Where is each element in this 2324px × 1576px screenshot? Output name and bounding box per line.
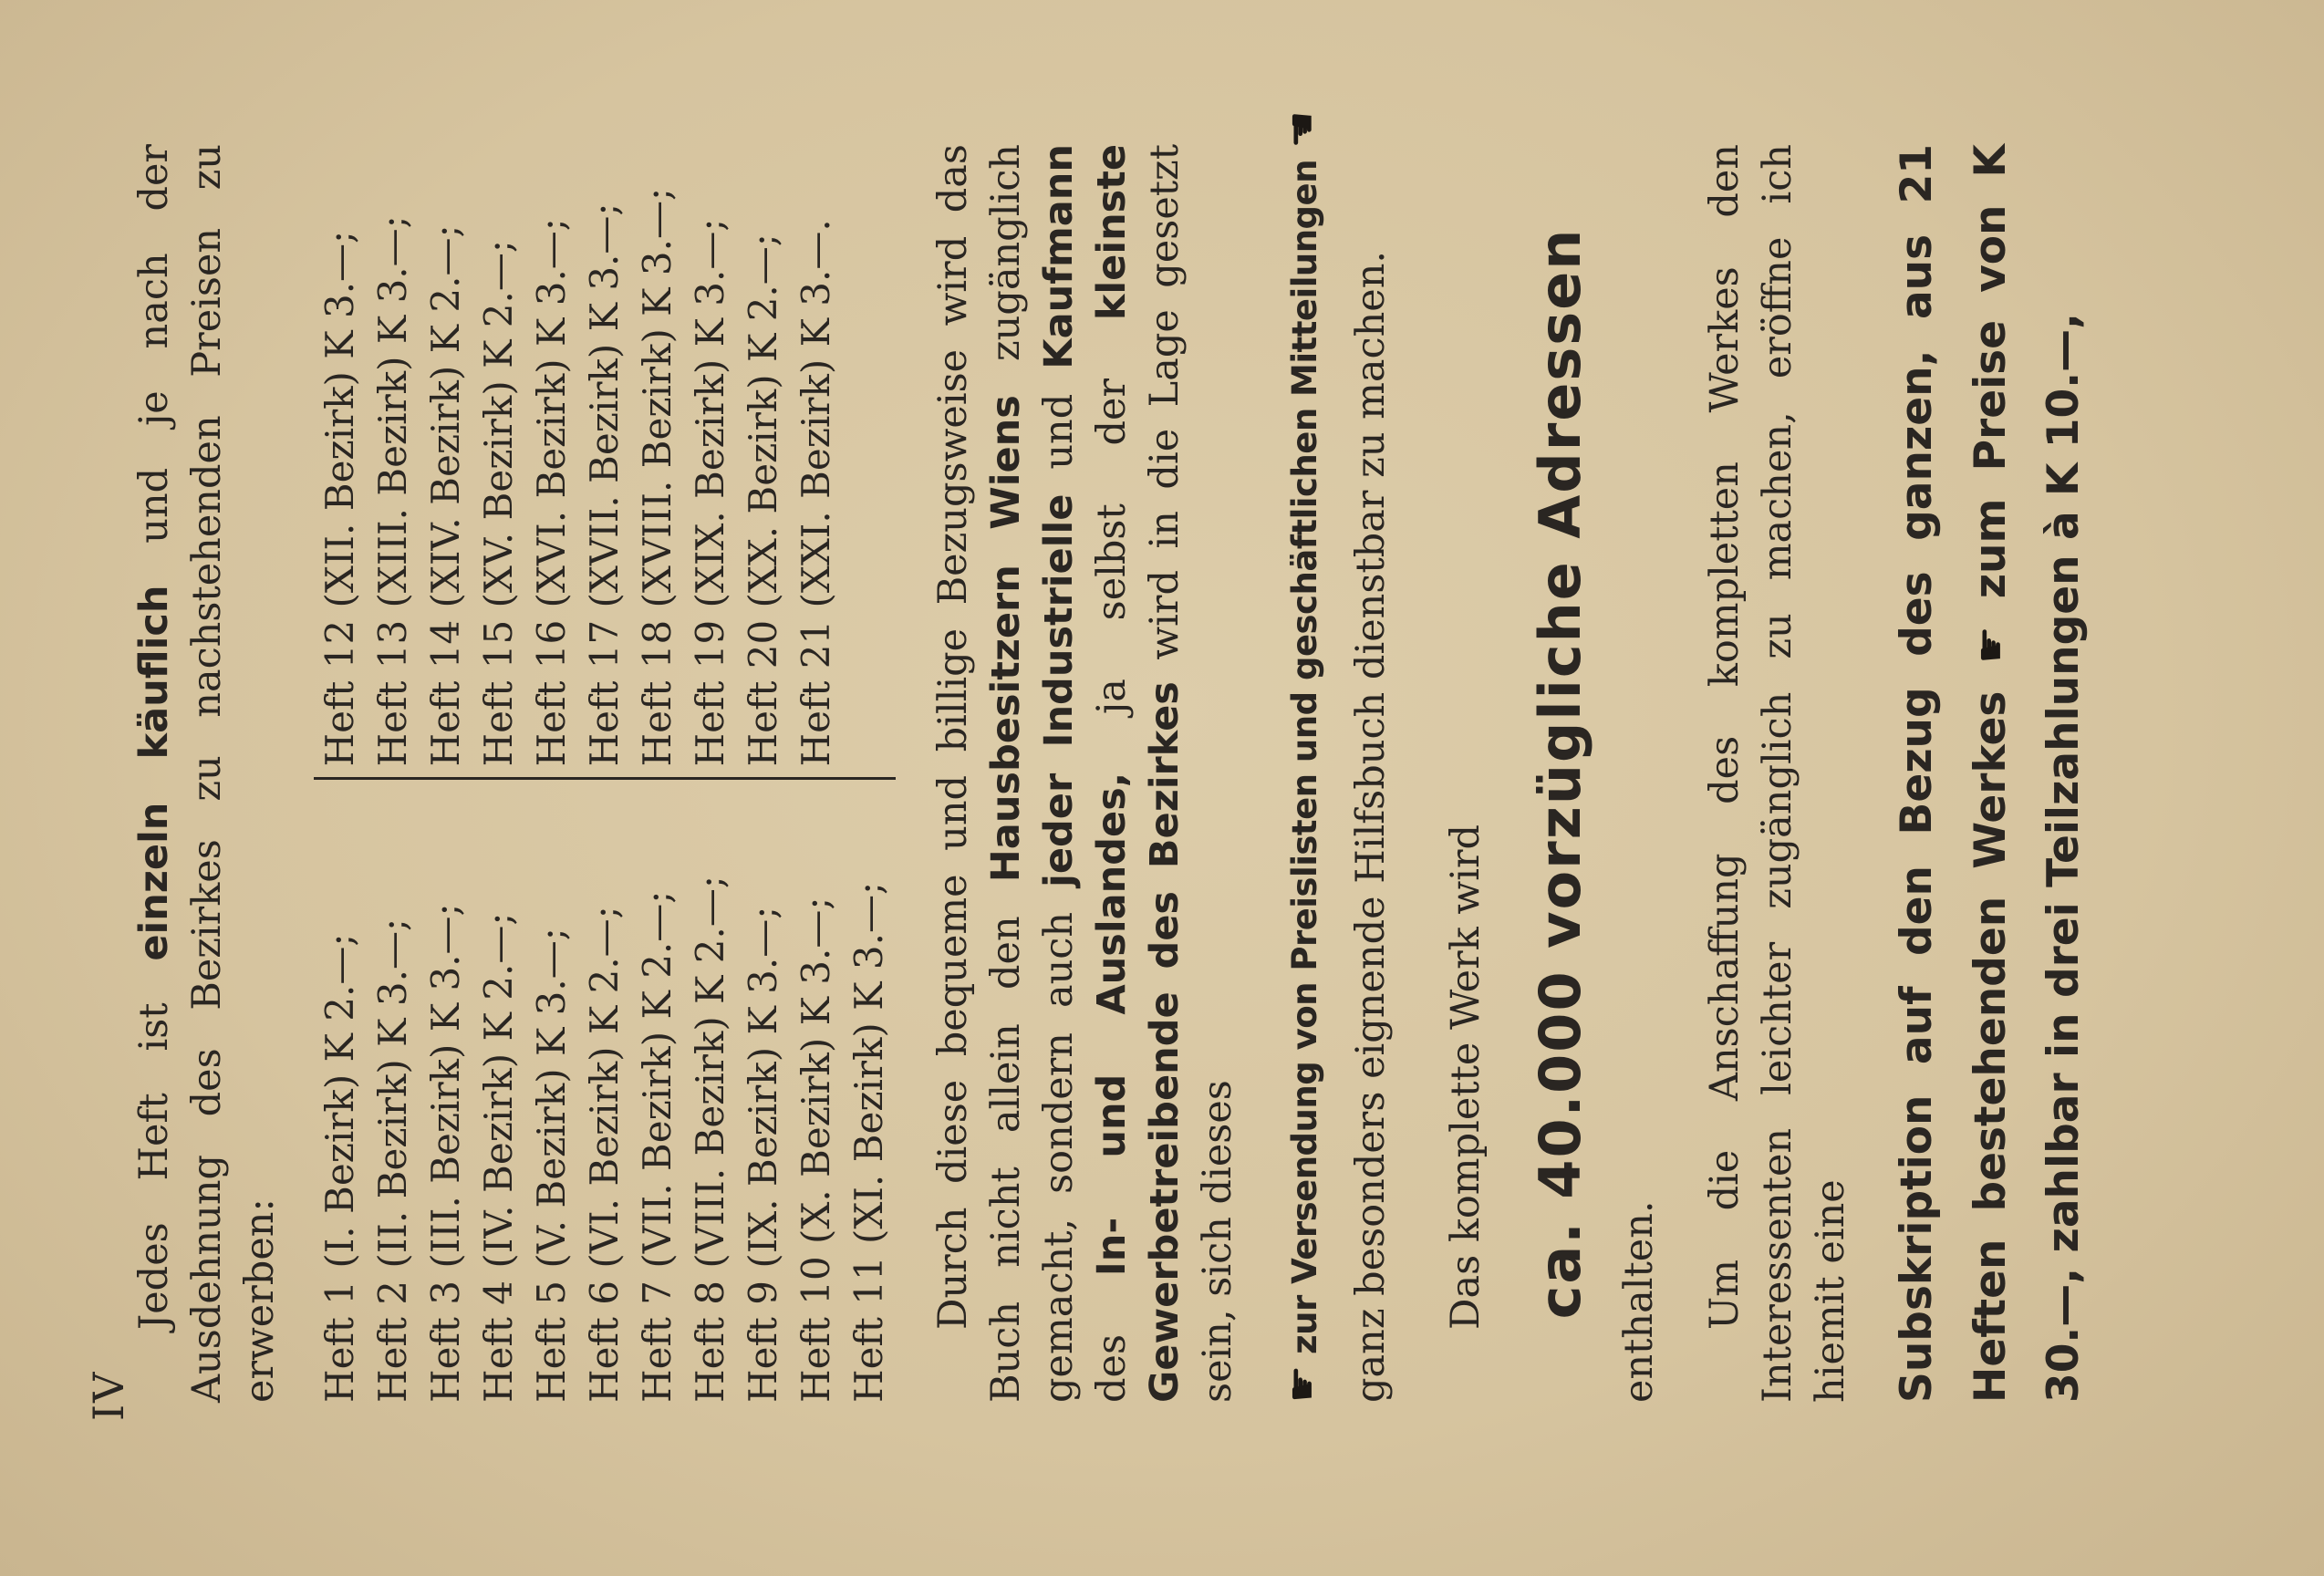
desc-text: Durch diese bequeme und billige Bezugsweise wird das Buch nicht allein den bbox=[930, 144, 1029, 1403]
heft-row: Heft 10 (X. Bezirk) K 3.—; bbox=[794, 897, 838, 1403]
desc-bold: kleinste Gewerbetreibende des Bezirkes bbox=[1089, 144, 1188, 1403]
intro-paragraph bbox=[128, 144, 286, 1403]
heft-row: Heft 18 (XVIII. Bezirk) K 3.—; bbox=[635, 187, 680, 767]
acquisition-paragraph: Um die Anschaffung des kompletten Werkes den Interessenten leichter zugänglich zu machen, eröffne ich hiemit eine bbox=[1702, 144, 1853, 1403]
heft-row: Heft 4 (IV. Bezirk) K 2.—; bbox=[476, 912, 521, 1403]
desc-bold: Hausbesitzern Wiens bbox=[983, 395, 1029, 883]
price-list-table bbox=[314, 144, 896, 1403]
heft-row: Heft 8 (VIII. Bezirk) K 2.—; bbox=[688, 875, 732, 1403]
heft-row: Heft 2 (II. Bezirk) K 3.—; bbox=[370, 918, 415, 1403]
headline-addresses: ca. 40.000 vorzügliche Adressen bbox=[1527, 227, 1593, 1320]
heft-row: Heft 3 (III. Bezirk) K 3.—; bbox=[423, 903, 468, 1403]
heft-row: Heft 1 (I. Bezirk) K 2.—; bbox=[317, 933, 362, 1403]
intro-bold: einzeln käuflich bbox=[131, 585, 177, 961]
desc-text: ja selbst der bbox=[1089, 320, 1135, 772]
price-list-right-column bbox=[314, 144, 896, 781]
intro-text-2: und je nach der Ausdehnung des Bezirkes zu nachstehenden Preisen zu erwerben: bbox=[131, 144, 283, 1403]
desc-bold: Kaufmann bbox=[1036, 144, 1082, 369]
intro-text-1: Jedes Heft ist bbox=[131, 960, 177, 1330]
heft-row: Heft 20 (XX. Bezirk) K 2.—; bbox=[741, 233, 785, 767]
desc-bold: jeder Industrielle bbox=[1036, 493, 1082, 887]
desc-bold: In- und Auslandes, bbox=[1089, 772, 1135, 1277]
heft-row: Heft 21 (XXI. Bezirk) K 3.—. bbox=[794, 219, 838, 767]
heft-row: Heft 6 (VI. Bezirk) K 2.—; bbox=[582, 906, 627, 1403]
notice-text: zur Versendung von Preislisten und geschäftlichen Mitteilungen bbox=[1285, 160, 1324, 1354]
heft-row: Heft 7 (VII. Bezirk) K 2.—; bbox=[635, 890, 680, 1403]
description-paragraph bbox=[927, 144, 1244, 1403]
pointing-hand-icon: ☚ bbox=[1277, 110, 1326, 149]
page-number: IV bbox=[84, 1370, 133, 1421]
heft-row: Heft 13 (XIII. Bezirk) K 3.—; bbox=[370, 215, 415, 767]
subscription-text-2: zum Preise von K 30.—, zahlbar in drei Teilzahlungen à K 10.—, bbox=[1966, 144, 2089, 1403]
heft-row: Heft 19 (XIX. Bezirk) K 3.—; bbox=[688, 218, 732, 767]
desc-text: wird in die Lage gesetzt sein, sich dieses bbox=[1142, 144, 1240, 1403]
heft-row: Heft 16 (XVI. Bezirk) K 3.—; bbox=[529, 218, 574, 767]
desc-text: und bbox=[1036, 368, 1082, 494]
pointing-hand-icon: ☛ bbox=[1277, 1365, 1326, 1403]
desc-text: des bbox=[1089, 1276, 1135, 1403]
heft-row: Heft 5 (V. Bezirk) K 3.—; bbox=[529, 928, 574, 1403]
complete-work-line: Das komplette Werk wird bbox=[1443, 824, 1489, 1330]
heft-row: Heft 15 (XV. Bezirk) K 2.—; bbox=[476, 239, 521, 767]
price-list-left-column bbox=[314, 781, 896, 1404]
notice-continuation: ganz besonders eignende Hilfsbuch dienstbar zu machen. bbox=[1348, 250, 1394, 1403]
desc-text: zugänglich gemacht, sondern auch bbox=[983, 144, 1082, 1403]
mailing-notice bbox=[1275, 110, 1332, 1403]
heft-row: Heft 9 (IX. Bezirk) K 3.—; bbox=[741, 906, 785, 1403]
heft-row: Heft 17 (XVII. Bezirk) K 3.—; bbox=[582, 202, 627, 767]
contained-line: enthalten. bbox=[1616, 1200, 1662, 1403]
page-body bbox=[128, 110, 2101, 1403]
heft-row: Heft 12 (XII. Bezirk) K 3.—; bbox=[317, 230, 362, 767]
subscription-text-1: Subskription auf den Bezug des ganzen, aus 21 Heften bestehenden Werkes bbox=[1892, 144, 2016, 1403]
heft-row: Heft 14 (XIV. Bezirk) K 2.—; bbox=[423, 224, 468, 767]
heft-row: Heft 11 (XI. Bezirk) K 3.—; bbox=[846, 881, 891, 1403]
subscription-offer bbox=[1881, 144, 2101, 1403]
pointing-hand-icon: ☛ bbox=[1966, 626, 2015, 664]
